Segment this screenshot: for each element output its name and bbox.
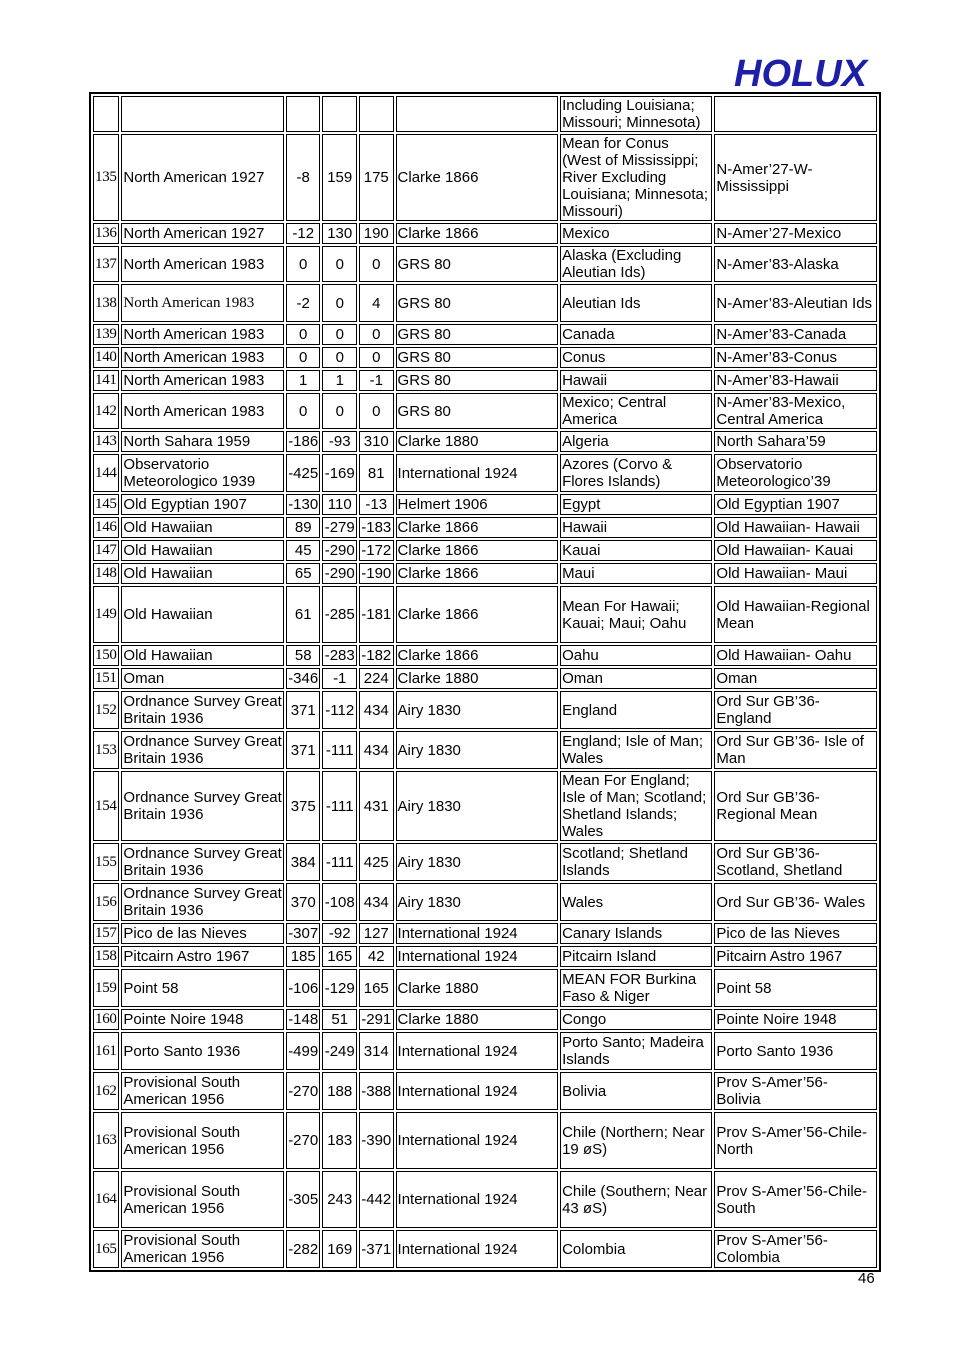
datum-number-cell: 144 (93, 454, 119, 492)
datum-name-cell: Old Hawaiian (121, 517, 284, 538)
page-number: 46 (858, 1270, 875, 1287)
datum-name-cell: Old Hawaiian (121, 586, 284, 643)
datum-code-cell: Ord Sur GB’36- England (714, 691, 877, 729)
ellipsoid-cell: GRS 80 (396, 347, 559, 368)
ellipsoid-cell: Clarke 1866 (396, 517, 559, 538)
ellipsoid-cell: International 1924 (396, 946, 559, 967)
table-row (93, 1171, 877, 1228)
region-cell: Bolivia (560, 1072, 712, 1110)
ellipsoid-cell: Clarke 1866 (396, 223, 559, 244)
delta-z-cell: 42 (359, 946, 394, 967)
table-row (93, 96, 877, 132)
datum-number-cell: 136 (93, 223, 119, 244)
datum-name-cell: Porto Santo 1936 (121, 1032, 284, 1070)
delta-z-cell: 425 (359, 843, 394, 881)
delta-z-cell: 0 (359, 393, 394, 429)
ellipsoid-cell: Clarke 1866 (396, 540, 559, 561)
ellipsoid-cell: Clarke 1866 (396, 563, 559, 584)
region-cell: Canada (560, 324, 712, 345)
region-cell: Wales (560, 883, 712, 921)
delta-x-cell: -8 (286, 134, 321, 221)
datum-code-cell: Point 58 (714, 969, 877, 1007)
region-cell: Conus (560, 347, 712, 368)
datum-name-cell: North American 1983 (121, 324, 284, 345)
delta-y-cell: -92 (322, 923, 357, 944)
region-cell: Chile (Southern; Near 43 øS) (560, 1171, 712, 1228)
datum-name-cell: North American 1983 (121, 370, 284, 391)
delta-z-cell: 224 (359, 668, 394, 689)
table-row (93, 223, 877, 244)
delta-y-cell: 0 (322, 284, 357, 322)
region-cell: Aleutian Ids (560, 284, 712, 322)
region-cell: Mean for Conus (West of Mississippi; River Excluding Louisiana; Minnesota; Missouri) (560, 134, 712, 221)
datum-name-cell: Ordnance Survey Great Britain 1936 (121, 731, 284, 769)
delta-z-cell: -182 (359, 645, 394, 666)
datum-number-cell: 150 (93, 645, 119, 666)
ellipsoid-cell: Airy 1830 (396, 883, 559, 921)
delta-x-cell (286, 96, 321, 132)
delta-x-cell: -307 (286, 923, 321, 944)
table-row (93, 731, 877, 769)
table-row (93, 771, 877, 841)
table-row (93, 393, 877, 429)
delta-z-cell: -442 (359, 1171, 394, 1228)
ellipsoid-cell: International 1924 (396, 1032, 559, 1070)
delta-x-cell: 0 (286, 246, 321, 282)
ellipsoid-cell: GRS 80 (396, 370, 559, 391)
delta-x-cell: -148 (286, 1009, 321, 1030)
delta-z-cell: 434 (359, 731, 394, 769)
delta-y-cell: 165 (322, 946, 357, 967)
datum-number-cell: 139 (93, 324, 119, 345)
ellipsoid-cell: Clarke 1866 (396, 645, 559, 666)
table-row (93, 883, 877, 921)
datum-code-cell: N-Amer’27-Mexico (714, 223, 877, 244)
datum-number-cell: 148 (93, 563, 119, 584)
table-row (93, 324, 877, 345)
region-cell: Including Louisiana; Missouri; Minnesota) (560, 96, 712, 132)
datum-name-cell: North Sahara 1959 (121, 431, 284, 452)
ellipsoid-cell: Clarke 1880 (396, 969, 559, 1007)
delta-x-cell: 0 (286, 347, 321, 368)
datum-name-cell: Provisional South American 1956 (121, 1230, 284, 1268)
delta-x-cell: -425 (286, 454, 321, 492)
delta-x-cell: 61 (286, 586, 321, 643)
datum-number-cell: 142 (93, 393, 119, 429)
datum-code-cell: Pointe Noire 1948 (714, 1009, 877, 1030)
datum-code-cell: Prov S-Amer’56- Bolivia (714, 1072, 877, 1110)
table-row (93, 540, 877, 561)
datum-code-cell: North Sahara’59 (714, 431, 877, 452)
datum-number-cell: 147 (93, 540, 119, 561)
delta-y-cell: -93 (322, 431, 357, 452)
table-row (93, 370, 877, 391)
datum-code-cell: Ord Sur GB’36- Isle of Man (714, 731, 877, 769)
datum-name-cell: Pointe Noire 1948 (121, 1009, 284, 1030)
datum-code-cell: Prov S-Amer’56-Chile-North (714, 1112, 877, 1169)
datum-number-cell: 160 (93, 1009, 119, 1030)
ellipsoid-cell: GRS 80 (396, 393, 559, 429)
delta-z-cell: 165 (359, 969, 394, 1007)
datum-name-cell: North American 1983 (121, 393, 284, 429)
delta-x-cell: -130 (286, 494, 321, 515)
datum-number-cell: 155 (93, 843, 119, 881)
datum-number-cell: 161 (93, 1032, 119, 1070)
delta-x-cell: 45 (286, 540, 321, 561)
table-row (93, 494, 877, 515)
delta-z-cell: -181 (359, 586, 394, 643)
region-cell: Porto Santo; Madeira Islands (560, 1032, 712, 1070)
table-row (93, 1112, 877, 1169)
datum-code-cell: N-Amer’83-Conus (714, 347, 877, 368)
ellipsoid-cell: Airy 1830 (396, 771, 559, 841)
datum-number-cell: 156 (93, 883, 119, 921)
delta-y-cell: -111 (322, 731, 357, 769)
table-row (93, 517, 877, 538)
datum-number-cell: 162 (93, 1072, 119, 1110)
delta-y-cell (322, 96, 357, 132)
delta-x-cell: 0 (286, 393, 321, 429)
table-row (93, 563, 877, 584)
logo-text: HOLUX (734, 53, 867, 92)
datum-number-cell: 143 (93, 431, 119, 452)
datum-code-cell: Old Hawaiian- Oahu (714, 645, 877, 666)
delta-x-cell: -499 (286, 1032, 321, 1070)
delta-y-cell: 169 (322, 1230, 357, 1268)
delta-x-cell: 89 (286, 517, 321, 538)
region-cell: Azores (Corvo & Flores Islands) (560, 454, 712, 492)
datum-name-cell: Oman (121, 668, 284, 689)
region-cell: England; Isle of Man; Wales (560, 731, 712, 769)
region-cell: Oahu (560, 645, 712, 666)
datum-code-cell: N-Amer’27-W-Mississippi (714, 134, 877, 221)
region-cell: Colombia (560, 1230, 712, 1268)
datum-code-cell: Old Hawaiian-Regional Mean (714, 586, 877, 643)
datum-number-cell: 149 (93, 586, 119, 643)
table-row (93, 946, 877, 967)
ellipsoid-cell: Airy 1830 (396, 691, 559, 729)
ellipsoid-cell: Clarke 1866 (396, 586, 559, 643)
delta-x-cell: -305 (286, 1171, 321, 1228)
delta-z-cell (359, 96, 394, 132)
datum-number-cell: 154 (93, 771, 119, 841)
delta-y-cell: -129 (322, 969, 357, 1007)
datum-name-cell: Ordnance Survey Great Britain 1936 (121, 843, 284, 881)
datum-name-cell: Old Hawaiian (121, 645, 284, 666)
ellipsoid-cell (396, 96, 559, 132)
delta-z-cell: 0 (359, 347, 394, 368)
delta-z-cell: 434 (359, 883, 394, 921)
table-row (93, 586, 877, 643)
ellipsoid-cell: Clarke 1880 (396, 431, 559, 452)
delta-z-cell: 127 (359, 923, 394, 944)
datum-number-cell: 140 (93, 347, 119, 368)
datum-name-cell: Old Hawaiian (121, 540, 284, 561)
delta-y-cell: -290 (322, 540, 357, 561)
datum-code-cell: Porto Santo 1936 (714, 1032, 877, 1070)
datum-name-cell: North American 1927 (121, 134, 284, 221)
delta-z-cell: -291 (359, 1009, 394, 1030)
delta-y-cell: 159 (322, 134, 357, 221)
delta-z-cell: 175 (359, 134, 394, 221)
datum-name-cell: Provisional South American 1956 (121, 1112, 284, 1169)
datum-name-cell: Old Egyptian 1907 (121, 494, 284, 515)
datum-number-cell: 151 (93, 668, 119, 689)
ellipsoid-cell: International 1924 (396, 923, 559, 944)
delta-z-cell: 0 (359, 246, 394, 282)
datum-code-cell: Old Egyptian 1907 (714, 494, 877, 515)
datum-table (89, 92, 881, 1272)
ellipsoid-cell: International 1924 (396, 1171, 559, 1228)
ellipsoid-cell: International 1924 (396, 1230, 559, 1268)
table-row (93, 645, 877, 666)
datum-name-cell: Old Hawaiian (121, 563, 284, 584)
region-cell: Canary Islands (560, 923, 712, 944)
region-cell: Kauai (560, 540, 712, 561)
datum-name-cell: Ordnance Survey Great Britain 1936 (121, 771, 284, 841)
datum-number-cell: 145 (93, 494, 119, 515)
delta-x-cell: 1 (286, 370, 321, 391)
delta-y-cell: -169 (322, 454, 357, 492)
datum-number-cell: 165 (93, 1230, 119, 1268)
datum-code-cell: N-Amer’83-Canada (714, 324, 877, 345)
datum-name-cell: Observatorio Meteorologico 1939 (121, 454, 284, 492)
delta-z-cell: 190 (359, 223, 394, 244)
ellipsoid-cell: Helmert 1906 (396, 494, 559, 515)
delta-y-cell: 110 (322, 494, 357, 515)
datum-code-cell: Ord Sur GB’36- Wales (714, 883, 877, 921)
datum-number-cell: 163 (93, 1112, 119, 1169)
delta-y-cell: -283 (322, 645, 357, 666)
region-cell: Scotland; Shetland Islands (560, 843, 712, 881)
table-row (93, 969, 877, 1007)
ellipsoid-cell: GRS 80 (396, 324, 559, 345)
datum-number-cell (93, 96, 119, 132)
datum-name-cell: Pitcairn Astro 1967 (121, 946, 284, 967)
datum-name-cell: North American 1983 (121, 246, 284, 282)
datum-code-cell: Pitcairn Astro 1967 (714, 946, 877, 967)
delta-x-cell: -2 (286, 284, 321, 322)
ellipsoid-cell: International 1924 (396, 1112, 559, 1169)
region-cell: Mean For Hawaii; Kauai; Maui; Oahu (560, 586, 712, 643)
delta-x-cell: -270 (286, 1072, 321, 1110)
region-cell: Mexico; Central America (560, 393, 712, 429)
datum-code-cell: Ord Sur GB’36- Scotland, Shetland (714, 843, 877, 881)
datum-code-cell: N-Amer’83-Hawaii (714, 370, 877, 391)
datum-code-cell: N-Amer’83-Mexico, Central America (714, 393, 877, 429)
delta-y-cell: -108 (322, 883, 357, 921)
delta-z-cell: -388 (359, 1072, 394, 1110)
ellipsoid-cell: GRS 80 (396, 246, 559, 282)
delta-z-cell: -190 (359, 563, 394, 584)
delta-z-cell: 81 (359, 454, 394, 492)
ellipsoid-cell: International 1924 (396, 454, 559, 492)
delta-y-cell: 0 (322, 324, 357, 345)
table-row (93, 1230, 877, 1268)
datum-number-cell: 157 (93, 923, 119, 944)
datum-code-cell: Old Hawaiian- Kauai (714, 540, 877, 561)
table-row (93, 431, 877, 452)
datum-name-cell: Provisional South American 1956 (121, 1072, 284, 1110)
region-cell: Alaska (Excluding Aleutian Ids) (560, 246, 712, 282)
datum-number-cell: 138 (93, 284, 119, 322)
delta-z-cell: 4 (359, 284, 394, 322)
table-row (93, 1032, 877, 1070)
datum-code-cell: N-Amer’83-Alaska (714, 246, 877, 282)
datum-code-cell: Prov S-Amer’56-Chile-South (714, 1171, 877, 1228)
delta-y-cell: 51 (322, 1009, 357, 1030)
delta-x-cell: 58 (286, 645, 321, 666)
table-row (93, 284, 877, 322)
region-cell: Hawaii (560, 370, 712, 391)
table-row (93, 923, 877, 944)
delta-z-cell: -172 (359, 540, 394, 561)
ellipsoid-cell: GRS 80 (396, 284, 559, 322)
delta-x-cell: 0 (286, 324, 321, 345)
region-cell: Mexico (560, 223, 712, 244)
region-cell: Algeria (560, 431, 712, 452)
datum-name-cell: Provisional South American 1956 (121, 1171, 284, 1228)
datum-number-cell: 137 (93, 246, 119, 282)
delta-y-cell: 0 (322, 393, 357, 429)
delta-y-cell: -279 (322, 517, 357, 538)
region-cell: Pitcairn Island (560, 946, 712, 967)
delta-z-cell: -183 (359, 517, 394, 538)
table-row (93, 134, 877, 221)
region-cell: Egypt (560, 494, 712, 515)
datum-number-cell: 141 (93, 370, 119, 391)
datum-number-cell: 146 (93, 517, 119, 538)
delta-z-cell: 431 (359, 771, 394, 841)
delta-y-cell: 0 (322, 347, 357, 368)
delta-x-cell: 384 (286, 843, 321, 881)
datum-table-body (93, 96, 877, 1268)
delta-x-cell: -12 (286, 223, 321, 244)
delta-x-cell: -270 (286, 1112, 321, 1169)
table-row (93, 246, 877, 282)
delta-y-cell: 1 (322, 370, 357, 391)
datum-number-cell: 164 (93, 1171, 119, 1228)
ellipsoid-cell: Clarke 1880 (396, 1009, 559, 1030)
delta-y-cell: -111 (322, 843, 357, 881)
delta-y-cell: 243 (322, 1171, 357, 1228)
delta-y-cell: 130 (322, 223, 357, 244)
datum-code-cell: Observatorio Meteorologico’39 (714, 454, 877, 492)
region-cell: Mean For England; Isle of Man; Scotland; Shetland Islands; Wales (560, 771, 712, 841)
delta-x-cell: 185 (286, 946, 321, 967)
delta-z-cell: 314 (359, 1032, 394, 1070)
region-cell: Maui (560, 563, 712, 584)
table-row (93, 1009, 877, 1030)
region-cell: Hawaii (560, 517, 712, 538)
delta-z-cell: 310 (359, 431, 394, 452)
datum-name-cell: North American 1983 (121, 347, 284, 368)
datum-code-cell: Ord Sur GB’36-Regional Mean (714, 771, 877, 841)
delta-x-cell: -186 (286, 431, 321, 452)
datum-number-cell: 152 (93, 691, 119, 729)
delta-y-cell: -111 (322, 771, 357, 841)
datum-code-cell: Prov S-Amer’56- Colombia (714, 1230, 877, 1268)
datum-name-cell: Ordnance Survey Great Britain 1936 (121, 883, 284, 921)
datum-name-cell: Point 58 (121, 969, 284, 1007)
delta-x-cell: 375 (286, 771, 321, 841)
datum-code-cell: Old Hawaiian- Maui (714, 563, 877, 584)
datum-code-cell: Old Hawaiian- Hawaii (714, 517, 877, 538)
ellipsoid-cell: Clarke 1880 (396, 668, 559, 689)
delta-y-cell: 183 (322, 1112, 357, 1169)
region-cell: Congo (560, 1009, 712, 1030)
delta-x-cell: 370 (286, 883, 321, 921)
delta-y-cell: -285 (322, 586, 357, 643)
datum-name-cell: Ordnance Survey Great Britain 1936 (121, 691, 284, 729)
region-cell: MEAN FOR Burkina Faso & Niger (560, 969, 712, 1007)
region-cell: Chile (Northern; Near 19 øS) (560, 1112, 712, 1169)
region-cell: Oman (560, 668, 712, 689)
delta-y-cell: 188 (322, 1072, 357, 1110)
delta-x-cell: -346 (286, 668, 321, 689)
table-row (93, 668, 877, 689)
delta-z-cell: -390 (359, 1112, 394, 1169)
datum-code-cell: Oman (714, 668, 877, 689)
table-row (93, 691, 877, 729)
delta-x-cell: 65 (286, 563, 321, 584)
datum-name-cell: North American 1983 (121, 284, 284, 322)
table-row (93, 454, 877, 492)
datum-name-cell: Pico de las Nieves (121, 923, 284, 944)
holux-logo (732, 52, 884, 92)
datum-code-cell: N-Amer’83-Aleutian Ids (714, 284, 877, 322)
table-row (93, 843, 877, 881)
table-row (93, 1072, 877, 1110)
datum-number-cell: 159 (93, 969, 119, 1007)
delta-z-cell: 0 (359, 324, 394, 345)
datum-number-cell: 153 (93, 731, 119, 769)
delta-y-cell: -290 (322, 563, 357, 584)
ellipsoid-cell: Clarke 1866 (396, 134, 559, 221)
delta-y-cell: -1 (322, 668, 357, 689)
delta-z-cell: -1 (359, 370, 394, 391)
delta-z-cell: 434 (359, 691, 394, 729)
delta-y-cell: 0 (322, 246, 357, 282)
delta-x-cell: -106 (286, 969, 321, 1007)
datum-number-cell: 158 (93, 946, 119, 967)
delta-z-cell: -13 (359, 494, 394, 515)
datum-name-cell: North American 1927 (121, 223, 284, 244)
datum-code-cell (714, 96, 877, 132)
ellipsoid-cell: Airy 1830 (396, 843, 559, 881)
datum-name-cell (121, 96, 284, 132)
datum-number-cell: 135 (93, 134, 119, 221)
region-cell: England (560, 691, 712, 729)
delta-y-cell: -249 (322, 1032, 357, 1070)
delta-x-cell: -282 (286, 1230, 321, 1268)
ellipsoid-cell: International 1924 (396, 1072, 559, 1110)
datum-code-cell: Pico de las Nieves (714, 923, 877, 944)
delta-x-cell: 371 (286, 731, 321, 769)
delta-x-cell: 371 (286, 691, 321, 729)
table-row (93, 347, 877, 368)
ellipsoid-cell: Airy 1830 (396, 731, 559, 769)
delta-z-cell: -371 (359, 1230, 394, 1268)
delta-y-cell: -112 (322, 691, 357, 729)
